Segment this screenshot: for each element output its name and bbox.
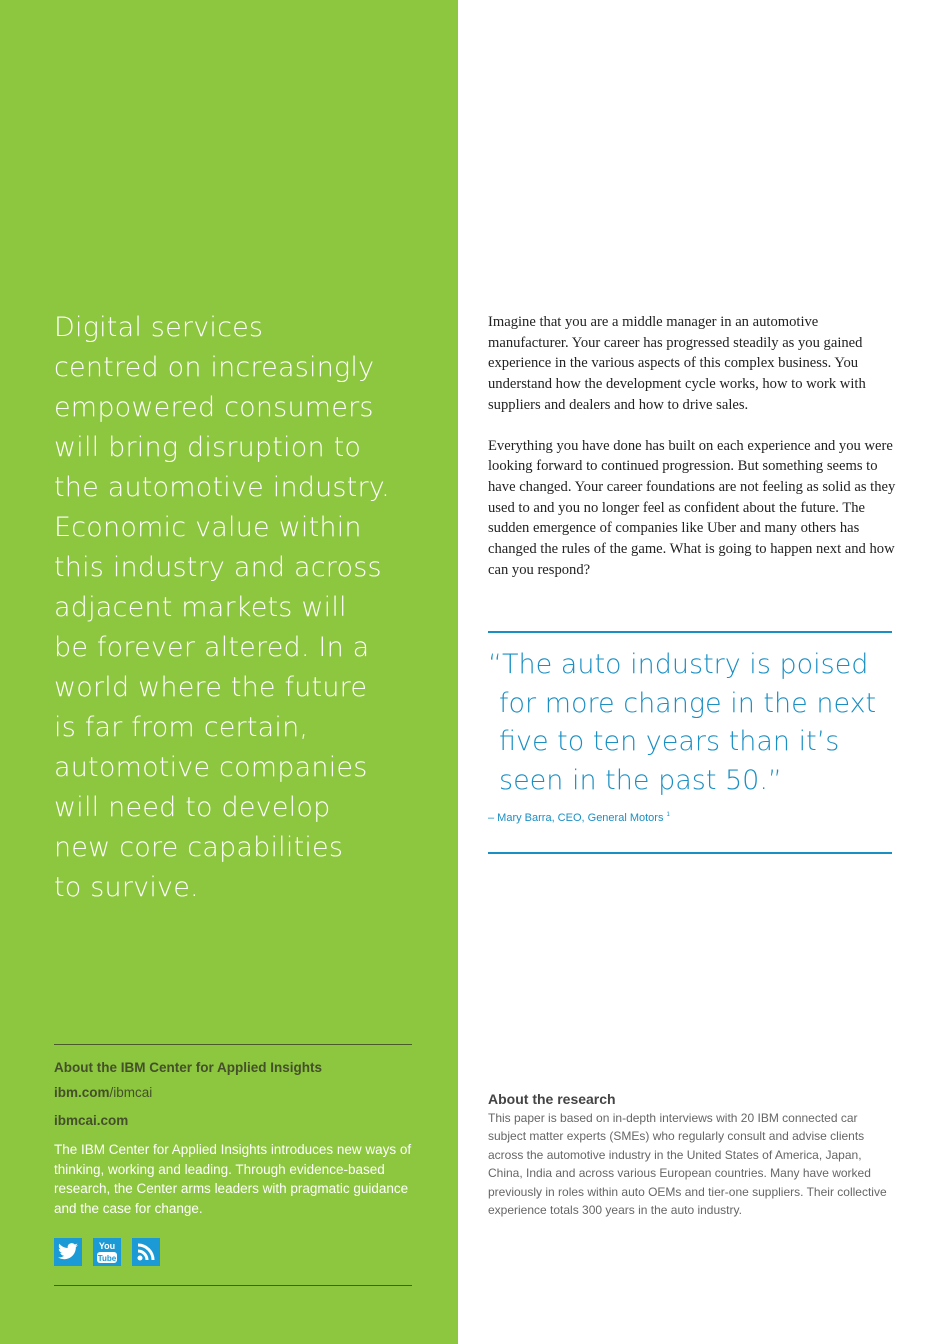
ibm-link-path[interactable]: /ibmcai bbox=[109, 1085, 153, 1100]
ibm-link-bold[interactable]: ibm.com bbox=[54, 1085, 110, 1100]
twitter-icon[interactable] bbox=[54, 1238, 82, 1266]
intro-line: will need to develop bbox=[54, 792, 331, 823]
attribution-text: – Mary Barra, CEO, General Motors bbox=[488, 812, 664, 824]
footnote-marker: 1 bbox=[666, 812, 670, 818]
about-research-text: This paper is based on in-depth interviews with 20 IBM connected car subject matter experts (SMEs) who regularly consult and advise clients across the automotive industry in the United States of America, Japan, China, India and across various European countries. Many have worked previously in roles within auto OEMs and tier-one suppliers. Their collective experience totals 300 years in the auto industry. bbox=[488, 1111, 887, 1218]
intro-line: Economic value within bbox=[54, 512, 362, 543]
about-research-heading: About the research bbox=[488, 1091, 616, 1107]
social-links bbox=[54, 1238, 160, 1266]
body-copy bbox=[488, 312, 898, 600]
about-research-section bbox=[488, 1091, 898, 1219]
ibm-link[interactable] bbox=[54, 1084, 419, 1102]
intro-line: empowered consumers bbox=[54, 392, 374, 423]
intro-statement bbox=[54, 308, 434, 908]
quote-line: five to ten years than it’s bbox=[499, 726, 840, 757]
intro-line: world where the future bbox=[54, 672, 368, 703]
youtube-icon-bottom-text: Tube bbox=[97, 1254, 117, 1263]
quote-line: for more change in the next bbox=[499, 687, 877, 719]
intro-line: new core capabilities bbox=[54, 832, 344, 863]
about-ibm-description: The IBM Center for Applied Insights introduces new ways of thinking, working and leading. Through evidence-based research, the Center arms leaders with pragmatic guidance and the case for change. bbox=[54, 1142, 412, 1216]
intro-line: centred on increasingly bbox=[54, 352, 375, 383]
intro-line: adjacent markets will bbox=[54, 592, 347, 623]
intro-line: the automotive industry. bbox=[54, 472, 390, 503]
intro-line: be forever altered. In a bbox=[54, 632, 370, 663]
quote-rule-bottom bbox=[488, 852, 892, 854]
about-ibm-section bbox=[54, 1060, 419, 1218]
rss-icon[interactable] bbox=[132, 1238, 160, 1266]
youtube-icon-top-text: You bbox=[98, 1241, 116, 1251]
quote-line: seen in the past 50.” bbox=[499, 764, 782, 796]
ibmcai-link-text[interactable]: ibmcai.com bbox=[54, 1113, 129, 1128]
body-paragraph-2: Everything you have done has built on each experience and you were looking forward to continued progression. But something seems to have changed. Your career foundations are not feeling as solid as they used to and you no longer feel as confident about the future. The sudden emergence of companies like Uber and many others has changed the rules of the game. What is going to happen next and how can you respond? bbox=[488, 437, 896, 578]
intro-line: to survive. bbox=[54, 872, 199, 903]
pull-quote bbox=[488, 646, 898, 800]
about-ibm-heading: About the IBM Center for Applied Insights bbox=[54, 1060, 322, 1075]
quote-rule-top bbox=[488, 631, 892, 633]
body-paragraph-1: Imagine that you are a middle manager in an automotive manufacturer. Your career has progressed steadily as you gained experience in the various aspects of this complex business. You understand how the development cycle works, how to work with suppliers and dealers and how to drive sales. bbox=[488, 314, 866, 413]
intro-line: automotive companies bbox=[54, 752, 368, 783]
quote-line: “The auto industry is poised bbox=[488, 649, 869, 680]
youtube-icon[interactable] bbox=[93, 1238, 121, 1266]
intro-line: Digital services bbox=[54, 312, 264, 343]
ibmcai-link[interactable] bbox=[54, 1112, 419, 1130]
intro-line: will bring disruption to bbox=[54, 432, 362, 463]
divider-bottom bbox=[54, 1285, 412, 1286]
divider-top bbox=[54, 1044, 412, 1045]
intro-line: this industry and across bbox=[54, 552, 382, 583]
quote-attribution bbox=[488, 812, 670, 824]
intro-line: is far from certain, bbox=[54, 712, 309, 743]
